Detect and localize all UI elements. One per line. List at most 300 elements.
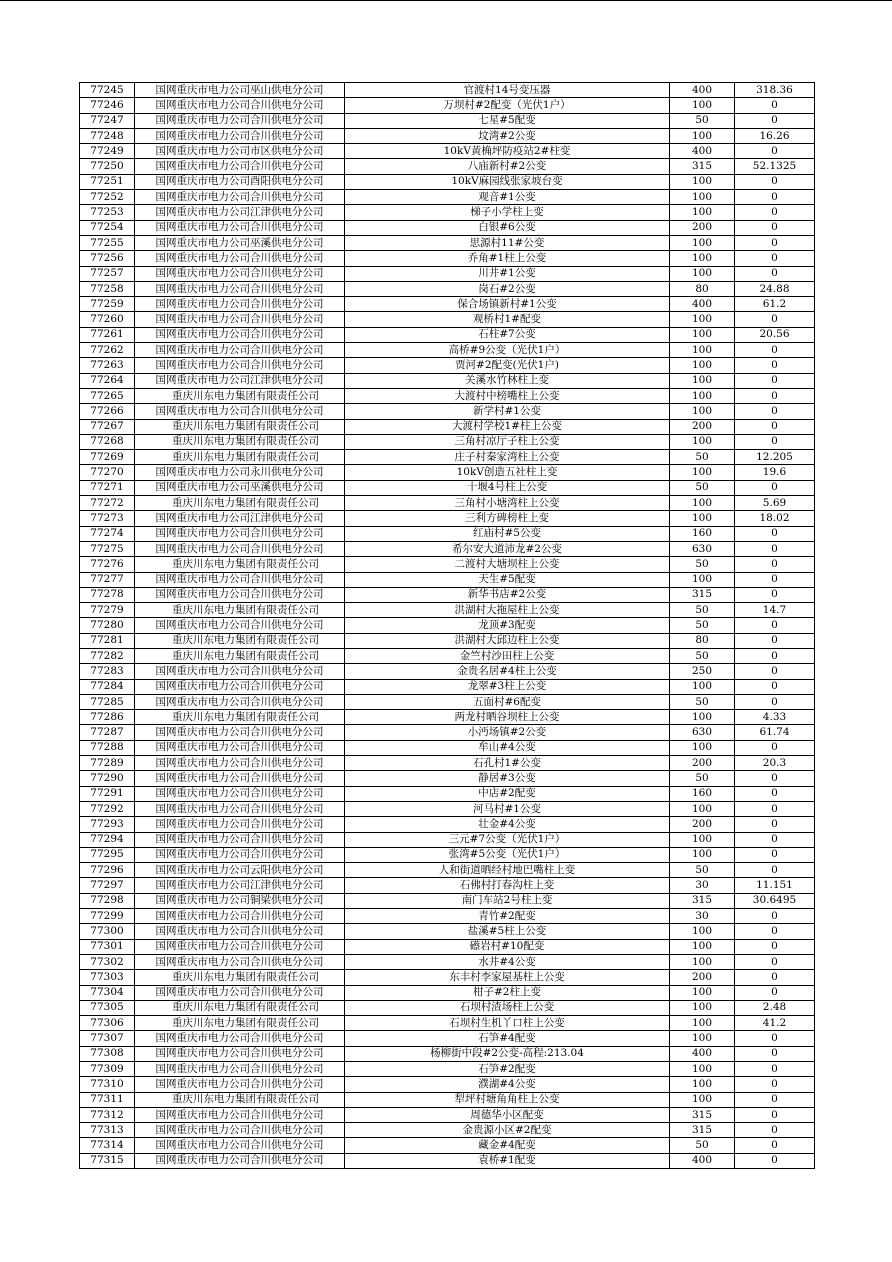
company-cell: 国网重庆市电力公司合川供电分公司 xyxy=(135,1153,345,1168)
capacity-cell: 50 xyxy=(670,863,735,878)
value-cell: 52.1325 xyxy=(735,159,815,174)
capacity-cell: 100 xyxy=(670,1062,735,1077)
row-id-cell: 77276 xyxy=(80,557,135,572)
transformer-name-cell: 思源村11#公变 xyxy=(345,235,670,250)
company-cell: 重庆川东电力集团有限责任公司 xyxy=(135,970,345,985)
row-id-cell: 77261 xyxy=(80,327,135,342)
company-cell: 国网重庆市电力公司合川供电分公司 xyxy=(135,1107,345,1122)
row-id-cell: 77284 xyxy=(80,679,135,694)
value-cell: 0 xyxy=(735,251,815,266)
row-id-cell: 77285 xyxy=(80,694,135,709)
capacity-cell: 200 xyxy=(670,817,735,832)
company-cell: 国网重庆市电力公司合川供电分公司 xyxy=(135,801,345,816)
row-id-cell: 77250 xyxy=(80,159,135,174)
transformer-name-cell: 洪湖村大拖屋柱上公变 xyxy=(345,603,670,618)
company-cell: 国网重庆市电力公司合川供电分公司 xyxy=(135,832,345,847)
transformer-name-cell: 十堰4号柱上公变 xyxy=(345,480,670,495)
value-cell: 0 xyxy=(735,863,815,878)
company-cell: 国网重庆市电力公司合川供电分公司 xyxy=(135,909,345,924)
table-row xyxy=(80,541,815,556)
company-cell: 国网重庆市电力公司合川供电分公司 xyxy=(135,817,345,832)
row-id-cell: 77269 xyxy=(80,450,135,465)
company-cell: 国网重庆市电力公司江津供电分公司 xyxy=(135,511,345,526)
transformer-name-cell: 石坝村生机丫口柱上公变 xyxy=(345,1016,670,1031)
transformer-name-cell: 三角村凉厅子柱上公变 xyxy=(345,434,670,449)
row-id-cell: 77308 xyxy=(80,1046,135,1061)
transformer-name-cell: 石孔村1#公变 xyxy=(345,756,670,771)
company-cell: 国网重庆市电力公司合川供电分公司 xyxy=(135,98,345,113)
capacity-cell: 100 xyxy=(670,98,735,113)
capacity-cell: 200 xyxy=(670,756,735,771)
row-id-cell: 77274 xyxy=(80,526,135,541)
value-cell: 61.74 xyxy=(735,725,815,740)
table-row xyxy=(80,924,815,939)
capacity-cell: 100 xyxy=(670,373,735,388)
capacity-cell: 200 xyxy=(670,970,735,985)
transformer-name-cell: 小沔场镇#2公变 xyxy=(345,725,670,740)
value-cell: 30.6495 xyxy=(735,893,815,908)
row-id-cell: 77256 xyxy=(80,251,135,266)
table-row xyxy=(80,1092,815,1107)
value-cell: 0 xyxy=(735,480,815,495)
value-cell: 0 xyxy=(735,312,815,327)
table-row xyxy=(80,235,815,250)
company-cell: 国网重庆市电力公司合川供电分公司 xyxy=(135,725,345,740)
transformer-name-cell: 石笋#4配变 xyxy=(345,1031,670,1046)
company-cell: 国网重庆市电力公司合川供电分公司 xyxy=(135,939,345,954)
table-row xyxy=(80,801,815,816)
capacity-cell: 100 xyxy=(670,985,735,1000)
row-id-cell: 77309 xyxy=(80,1062,135,1077)
transformer-name-cell: 关溪水竹林柱上变 xyxy=(345,373,670,388)
capacity-cell: 100 xyxy=(670,343,735,358)
transformer-name-cell: 梯子小学柱上变 xyxy=(345,205,670,220)
value-cell: 0 xyxy=(735,1062,815,1077)
capacity-cell: 100 xyxy=(670,434,735,449)
capacity-cell: 100 xyxy=(670,710,735,725)
transformer-name-cell: 万坝村#2配变（光伏1户） xyxy=(345,98,670,113)
value-cell: 0 xyxy=(735,1092,815,1107)
capacity-cell: 100 xyxy=(670,1000,735,1015)
company-cell: 国网重庆市电力公司合川供电分公司 xyxy=(135,664,345,679)
capacity-cell: 630 xyxy=(670,725,735,740)
transformer-name-cell: 东丰村李家屋基柱上公变 xyxy=(345,970,670,985)
transformer-name-cell: 观音#1公变 xyxy=(345,190,670,205)
capacity-cell: 100 xyxy=(670,128,735,143)
company-cell: 国网重庆市电力公司永川供电分公司 xyxy=(135,465,345,480)
company-cell: 国网重庆市电力公司合川供电分公司 xyxy=(135,924,345,939)
value-cell: 0 xyxy=(735,205,815,220)
row-id-cell: 77286 xyxy=(80,710,135,725)
table-row xyxy=(80,128,815,143)
table-row xyxy=(80,1046,815,1061)
table-row xyxy=(80,909,815,924)
transformer-name-cell: 天生#5配变 xyxy=(345,572,670,587)
company-cell: 国网重庆市电力公司合川供电分公司 xyxy=(135,786,345,801)
company-cell: 国网重庆市电力公司合川供电分公司 xyxy=(135,1062,345,1077)
transformer-name-cell: 杨柳街中段#2公变-高程:213.04 xyxy=(345,1046,670,1061)
row-id-cell: 77288 xyxy=(80,740,135,755)
capacity-cell: 160 xyxy=(670,526,735,541)
row-id-cell: 77249 xyxy=(80,144,135,159)
company-cell: 国网重庆市电力公司巫溪供电分公司 xyxy=(135,235,345,250)
capacity-cell: 100 xyxy=(670,572,735,587)
capacity-cell: 100 xyxy=(670,939,735,954)
company-cell: 重庆川东电力集团有限责任公司 xyxy=(135,1000,345,1015)
row-id-cell: 77252 xyxy=(80,190,135,205)
table-row xyxy=(80,434,815,449)
transformer-name-cell: 水井#4公变 xyxy=(345,954,670,969)
transformer-name-cell: 乔角#1柱上公变 xyxy=(345,251,670,266)
table-row xyxy=(80,954,815,969)
company-cell: 国网重庆市电力公司合川供电分公司 xyxy=(135,358,345,373)
transformer-name-cell: 坟湾#2公变 xyxy=(345,128,670,143)
value-cell: 0 xyxy=(735,526,815,541)
row-id-cell: 77258 xyxy=(80,281,135,296)
table-row xyxy=(80,388,815,403)
value-cell: 0 xyxy=(735,404,815,419)
transformer-name-cell: 新华书店#2公变 xyxy=(345,587,670,602)
value-cell: 0 xyxy=(735,190,815,205)
row-id-cell: 77297 xyxy=(80,878,135,893)
value-cell: 2.48 xyxy=(735,1000,815,1015)
value-cell: 0 xyxy=(735,924,815,939)
transformer-name-cell: 袁桥#1配变 xyxy=(345,1153,670,1168)
row-id-cell: 77245 xyxy=(80,83,135,98)
row-id-cell: 77265 xyxy=(80,388,135,403)
transformer-name-cell: 二渡村大塘坝柱上公变 xyxy=(345,557,670,572)
capacity-cell: 100 xyxy=(670,465,735,480)
table-row xyxy=(80,1153,815,1168)
transformer-name-cell: 岗石#2公变 xyxy=(345,281,670,296)
value-cell: 0 xyxy=(735,786,815,801)
row-id-cell: 77262 xyxy=(80,343,135,358)
table-row xyxy=(80,970,815,985)
value-cell: 0 xyxy=(735,1138,815,1153)
row-id-cell: 77248 xyxy=(80,128,135,143)
row-id-cell: 77282 xyxy=(80,648,135,663)
value-cell: 0 xyxy=(735,572,815,587)
transformer-name-cell: 保合场镇新村#1公变 xyxy=(345,297,670,312)
value-cell: 0 xyxy=(735,832,815,847)
company-cell: 国网重庆市电力公司合川供电分公司 xyxy=(135,297,345,312)
company-cell: 重庆川东电力集团有限责任公司 xyxy=(135,388,345,403)
capacity-cell: 200 xyxy=(670,419,735,434)
value-cell: 0 xyxy=(735,771,815,786)
company-cell: 重庆川东电力集团有限责任公司 xyxy=(135,1016,345,1031)
value-cell: 0 xyxy=(735,817,815,832)
transformer-name-cell: 中店#2配变 xyxy=(345,786,670,801)
row-id-cell: 77260 xyxy=(80,312,135,327)
capacity-cell: 100 xyxy=(670,801,735,816)
table-row xyxy=(80,1062,815,1077)
row-id-cell: 77251 xyxy=(80,174,135,189)
table-row xyxy=(80,480,815,495)
transformer-name-cell: 人和街道晒经村地巴嘴柱上变 xyxy=(345,863,670,878)
table-row xyxy=(80,1123,815,1138)
value-cell: 61.2 xyxy=(735,297,815,312)
company-cell: 国网重庆市电力公司合川供电分公司 xyxy=(135,541,345,556)
transformer-name-cell: 庄子村秦家湾柱上公变 xyxy=(345,450,670,465)
transformer-name-cell: 三元#7公变（光伏1户） xyxy=(345,832,670,847)
row-id-cell: 77264 xyxy=(80,373,135,388)
table-row xyxy=(80,817,815,832)
transformer-name-cell: 石坝村渣场柱上公变 xyxy=(345,1000,670,1015)
table-row xyxy=(80,281,815,296)
value-cell: 24.88 xyxy=(735,281,815,296)
company-cell: 国网重庆市电力公司合川供电分公司 xyxy=(135,1138,345,1153)
transformer-name-cell: 柑子#2柱上变 xyxy=(345,985,670,1000)
value-cell: 0 xyxy=(735,1077,815,1092)
company-cell: 国网重庆市电力公司合川供电分公司 xyxy=(135,251,345,266)
row-id-cell: 77307 xyxy=(80,1031,135,1046)
table-row xyxy=(80,358,815,373)
company-cell: 重庆川东电力集团有限责任公司 xyxy=(135,450,345,465)
table-row xyxy=(80,113,815,128)
transformer-name-cell: 三利方碑榜柱上变 xyxy=(345,511,670,526)
row-id-cell: 77246 xyxy=(80,98,135,113)
company-cell: 重庆川东电力集团有限责任公司 xyxy=(135,633,345,648)
transformer-name-cell: 礤岩村#10配变 xyxy=(345,939,670,954)
table-row xyxy=(80,159,815,174)
row-id-cell: 77295 xyxy=(80,847,135,862)
table-row xyxy=(80,771,815,786)
transformer-name-cell: 七星#5配变 xyxy=(345,113,670,128)
row-id-cell: 77289 xyxy=(80,756,135,771)
transformer-name-cell: 红庙村#5公变 xyxy=(345,526,670,541)
capacity-cell: 50 xyxy=(670,450,735,465)
transformer-name-cell: 盐溪#5柱上公变 xyxy=(345,924,670,939)
capacity-cell: 50 xyxy=(670,603,735,618)
table-row xyxy=(80,832,815,847)
value-cell: 0 xyxy=(735,419,815,434)
table-row xyxy=(80,725,815,740)
transformer-name-cell: 10kV麻园线张家坡台变 xyxy=(345,174,670,189)
table-row xyxy=(80,205,815,220)
table-row xyxy=(80,312,815,327)
company-cell: 国网重庆市电力公司合川供电分公司 xyxy=(135,113,345,128)
table-row xyxy=(80,985,815,1000)
value-cell: 20.3 xyxy=(735,756,815,771)
capacity-cell: 100 xyxy=(670,404,735,419)
capacity-cell: 100 xyxy=(670,511,735,526)
row-id-cell: 77278 xyxy=(80,587,135,602)
capacity-cell: 50 xyxy=(670,771,735,786)
table-row xyxy=(80,220,815,235)
transformer-name-cell: 贾河#2配变(光伏1户) xyxy=(345,358,670,373)
company-cell: 国网重庆市电力公司合川供电分公司 xyxy=(135,985,345,1000)
row-id-cell: 77315 xyxy=(80,1153,135,1168)
table-row xyxy=(80,893,815,908)
table-row xyxy=(80,1000,815,1015)
company-cell: 国网重庆市电力公司铜梁供电分公司 xyxy=(135,893,345,908)
table-row xyxy=(80,679,815,694)
transformer-name-cell: 五面村#6配变 xyxy=(345,694,670,709)
company-cell: 国网重庆市电力公司市区供电分公司 xyxy=(135,144,345,159)
transformer-name-cell: 大渡村中榜嘴柱上公变 xyxy=(345,388,670,403)
row-id-cell: 77263 xyxy=(80,358,135,373)
table-row xyxy=(80,297,815,312)
capacity-cell: 100 xyxy=(670,832,735,847)
row-id-cell: 77277 xyxy=(80,572,135,587)
table-row xyxy=(80,419,815,434)
company-cell: 国网重庆市电力公司合川供电分公司 xyxy=(135,740,345,755)
company-cell: 国网重庆市电力公司酉阳供电分公司 xyxy=(135,174,345,189)
capacity-cell: 315 xyxy=(670,1107,735,1122)
capacity-cell: 100 xyxy=(670,266,735,281)
value-cell: 0 xyxy=(735,587,815,602)
transformer-name-cell: 金竺村沙田柱上公变 xyxy=(345,648,670,663)
capacity-cell: 100 xyxy=(670,235,735,250)
value-cell: 0 xyxy=(735,633,815,648)
row-id-cell: 77272 xyxy=(80,496,135,511)
table-row xyxy=(80,557,815,572)
company-cell: 国网重庆市电力公司合川供电分公司 xyxy=(135,771,345,786)
value-cell: 0 xyxy=(735,358,815,373)
value-cell: 0 xyxy=(735,434,815,449)
table-row xyxy=(80,190,815,205)
company-cell: 重庆川东电力集团有限责任公司 xyxy=(135,557,345,572)
capacity-cell: 400 xyxy=(670,144,735,159)
transformer-name-cell: 石笋#2配变 xyxy=(345,1062,670,1077)
value-cell: 0 xyxy=(735,1031,815,1046)
company-cell: 重庆川东电力集团有限责任公司 xyxy=(135,710,345,725)
company-cell: 国网重庆市电力公司巫山供电分公司 xyxy=(135,83,345,98)
transformer-name-cell: 壮金#4公变 xyxy=(345,817,670,832)
transformer-name-cell: 张湾#5公变（光伏1户） xyxy=(345,847,670,862)
table-row xyxy=(80,174,815,189)
capacity-cell: 100 xyxy=(670,924,735,939)
row-id-cell: 77279 xyxy=(80,603,135,618)
capacity-cell: 100 xyxy=(670,174,735,189)
company-cell: 国网重庆市电力公司合川供电分公司 xyxy=(135,159,345,174)
transformer-name-cell: 八庙新村#2公变 xyxy=(345,159,670,174)
capacity-cell: 100 xyxy=(670,847,735,862)
transformer-name-cell: 静居#3公变 xyxy=(345,771,670,786)
company-cell: 国网重庆市电力公司合川供电分公司 xyxy=(135,281,345,296)
transformer-table xyxy=(79,82,815,1169)
row-id-cell: 77312 xyxy=(80,1107,135,1122)
company-cell: 国网重庆市电力公司江津供电分公司 xyxy=(135,205,345,220)
capacity-cell: 100 xyxy=(670,1016,735,1031)
row-id-cell: 77304 xyxy=(80,985,135,1000)
company-cell: 国网重庆市电力公司合川供电分公司 xyxy=(135,954,345,969)
transformer-name-cell: 洪湖村大邱边柱上公变 xyxy=(345,633,670,648)
company-cell: 国网重庆市电力公司合川供电分公司 xyxy=(135,618,345,633)
row-id-cell: 77313 xyxy=(80,1123,135,1138)
value-cell: 0 xyxy=(735,740,815,755)
row-id-cell: 77301 xyxy=(80,939,135,954)
row-id-cell: 77310 xyxy=(80,1077,135,1092)
company-cell: 国网重庆市电力公司云阳供电分公司 xyxy=(135,863,345,878)
row-id-cell: 77287 xyxy=(80,725,135,740)
capacity-cell: 100 xyxy=(670,358,735,373)
company-cell: 国网重庆市电力公司合川供电分公司 xyxy=(135,190,345,205)
transformer-name-cell: 10kV创造五社柱上变 xyxy=(345,465,670,480)
capacity-cell: 250 xyxy=(670,664,735,679)
value-cell: 0 xyxy=(735,343,815,358)
row-id-cell: 77270 xyxy=(80,465,135,480)
capacity-cell: 30 xyxy=(670,909,735,924)
row-id-cell: 77280 xyxy=(80,618,135,633)
capacity-cell: 100 xyxy=(670,205,735,220)
value-cell: 0 xyxy=(735,373,815,388)
value-cell: 0 xyxy=(735,954,815,969)
company-cell: 国网重庆市电力公司合川供电分公司 xyxy=(135,694,345,709)
value-cell: 0 xyxy=(735,541,815,556)
transformer-name-cell: 白银#6公变 xyxy=(345,220,670,235)
capacity-cell: 50 xyxy=(670,557,735,572)
company-cell: 国网重庆市电力公司合川供电分公司 xyxy=(135,847,345,862)
company-cell: 重庆川东电力集团有限责任公司 xyxy=(135,496,345,511)
value-cell: 0 xyxy=(735,847,815,862)
row-id-cell: 77306 xyxy=(80,1016,135,1031)
page-top-rule xyxy=(0,0,892,1)
capacity-cell: 100 xyxy=(670,312,735,327)
transformer-name-cell: 两龙村晒谷坝柱上公变 xyxy=(345,710,670,725)
value-cell: 0 xyxy=(735,388,815,403)
capacity-cell: 50 xyxy=(670,113,735,128)
table-row xyxy=(80,1016,815,1031)
company-cell: 国网重庆市电力公司合川供电分公司 xyxy=(135,128,345,143)
value-cell: 0 xyxy=(735,618,815,633)
value-cell: 318.36 xyxy=(735,83,815,98)
value-cell: 0 xyxy=(735,1153,815,1168)
value-cell: 0 xyxy=(735,220,815,235)
value-cell: 16.26 xyxy=(735,128,815,143)
value-cell: 0 xyxy=(735,648,815,663)
value-cell: 0 xyxy=(735,939,815,954)
table-row xyxy=(80,664,815,679)
company-cell: 国网重庆市电力公司合川供电分公司 xyxy=(135,343,345,358)
table-body xyxy=(80,83,815,1169)
table-row xyxy=(80,740,815,755)
row-id-cell: 77311 xyxy=(80,1092,135,1107)
transformer-name-cell: 川井#1公变 xyxy=(345,266,670,281)
table-row xyxy=(80,572,815,587)
value-cell: 0 xyxy=(735,144,815,159)
capacity-cell: 315 xyxy=(670,1123,735,1138)
company-cell: 国网重庆市电力公司巫溪供电分公司 xyxy=(135,480,345,495)
value-cell: 19.6 xyxy=(735,465,815,480)
value-cell: 0 xyxy=(735,909,815,924)
company-cell: 国网重庆市电力公司合川供电分公司 xyxy=(135,1077,345,1092)
capacity-cell: 100 xyxy=(670,954,735,969)
table-row xyxy=(80,587,815,602)
row-id-cell: 77281 xyxy=(80,633,135,648)
row-id-cell: 77253 xyxy=(80,205,135,220)
table-row xyxy=(80,526,815,541)
company-cell: 国网重庆市电力公司合川供电分公司 xyxy=(135,572,345,587)
transformer-name-cell: 三角村小塘湾柱上公变 xyxy=(345,496,670,511)
capacity-cell: 100 xyxy=(670,740,735,755)
company-cell: 国网重庆市电力公司合川供电分公司 xyxy=(135,756,345,771)
row-id-cell: 77275 xyxy=(80,541,135,556)
transformer-name-cell: 金贵名居#4柱上公变 xyxy=(345,664,670,679)
company-cell: 国网重庆市电力公司合川供电分公司 xyxy=(135,327,345,342)
row-id-cell: 77292 xyxy=(80,801,135,816)
transformer-name-cell: 牟山#4公变 xyxy=(345,740,670,755)
table-row xyxy=(80,144,815,159)
value-cell: 12.205 xyxy=(735,450,815,465)
value-cell: 0 xyxy=(735,174,815,189)
row-id-cell: 77267 xyxy=(80,419,135,434)
company-cell: 重庆川东电力集团有限责任公司 xyxy=(135,1092,345,1107)
company-cell: 重庆川东电力集团有限责任公司 xyxy=(135,419,345,434)
table-row xyxy=(80,603,815,618)
row-id-cell: 77299 xyxy=(80,909,135,924)
capacity-cell: 30 xyxy=(670,878,735,893)
